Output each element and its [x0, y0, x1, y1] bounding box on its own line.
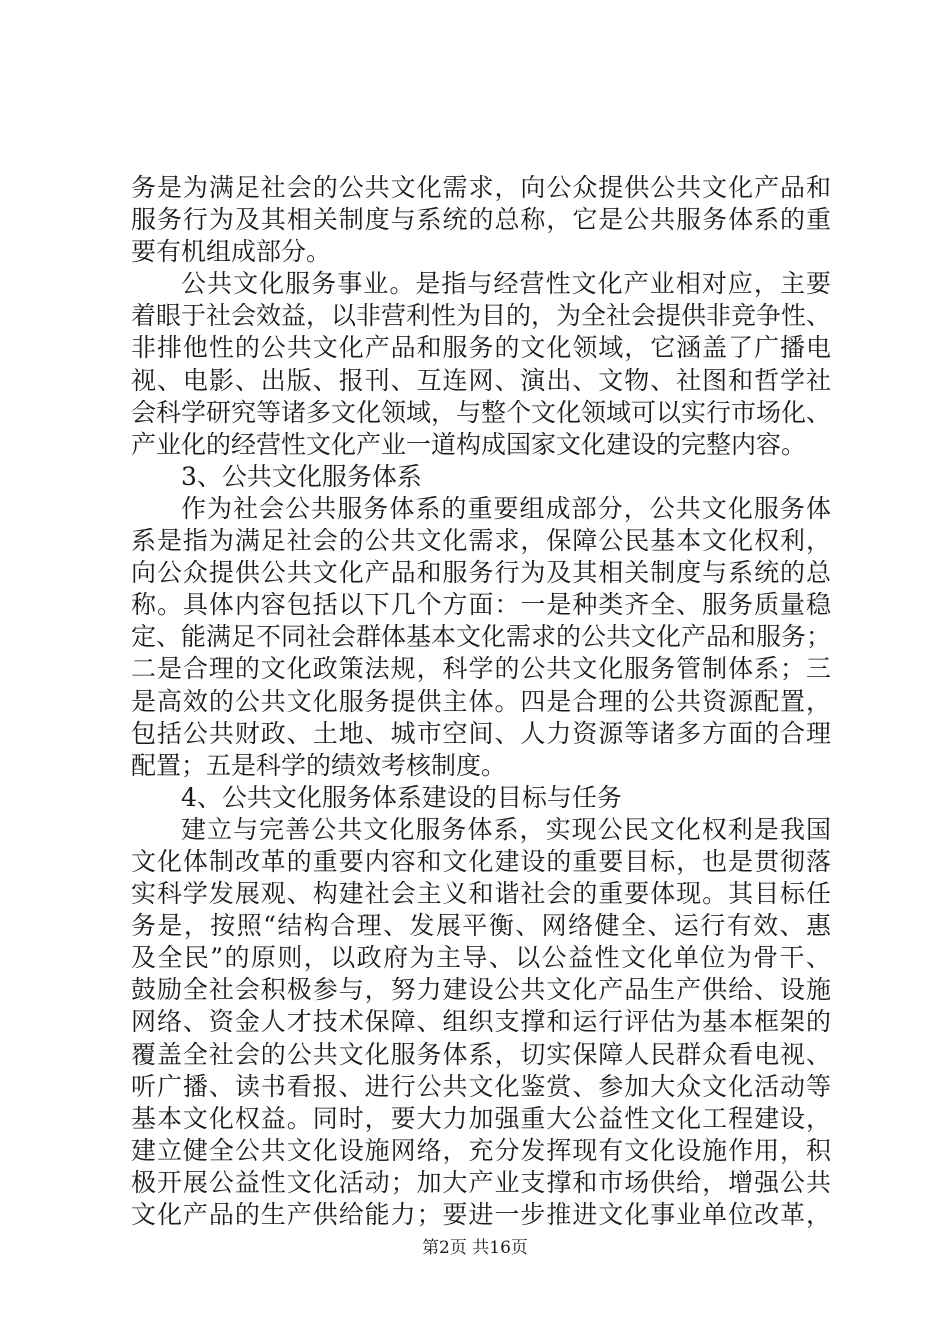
paragraph-public-cultural-service-undertaking: [131, 268, 831, 461]
text-line: 鼓励全社会积极参与，努力建设公共文化产品生产供给、设施: [131, 975, 831, 1005]
heading-line: 4、公共文化服务体系建设的目标与任务: [181, 782, 622, 812]
text-line: 称。具体内容包括以下几个方面：一是种类齐全、服务质量稳: [131, 590, 831, 620]
text-line: 系是指为满足社会的公共文化需求，保障公民基本文化权利，: [131, 526, 831, 556]
text-line: 产业化的经营性文化产业一道构成国家文化建设的完整内容。: [131, 429, 807, 459]
text-line: 包括公共财政、土地、城市空间、人力资源等诸多方面的合理: [131, 718, 831, 748]
text-line: 极开展公益性文化活动；加大产业支撑和市场供给，增强公共: [131, 1167, 831, 1197]
section-heading-4: [131, 782, 831, 814]
text-line: 是高效的公共文化服务提供主体。四是合理的公共资源配置，: [131, 686, 831, 716]
text-line: 实科学发展观、构建社会主义和谐社会的重要体现。其目标任: [131, 879, 831, 909]
paragraph-continued: [131, 172, 831, 268]
text-line: 网络、资金人才技术保障、组织支撑和运行评估为基本框架的: [131, 1007, 831, 1037]
text-line: 作为社会公共服务体系的重要组成部分，公共文化服务体: [181, 493, 831, 523]
text-line: 要有机组成部分。: [131, 237, 332, 267]
text-line: 向公众提供公共文化产品和服务行为及其相关制度与系统的总: [131, 558, 831, 588]
text-line: 务是，按照“结构合理、发展平衡、网络健全、运行有效、惠: [131, 911, 831, 941]
document-body: [131, 172, 831, 1231]
text-line: 文化产品的生产供给能力；要进一步推进文化事业单位改革，: [131, 1200, 831, 1229]
paragraph-goals-and-tasks: [131, 814, 831, 1231]
text-line: 及全民”的原则，以政府为主导、以公益性文化单位为骨干、: [131, 943, 831, 973]
paragraph-service-system-definition: [131, 493, 831, 782]
text-line: 基本文化权益。同时，要大力加强重大公益性文化工程建设，: [131, 1103, 831, 1133]
text-line: 覆盖全社会的公共文化服务体系，切实保障人民群众看电视、: [131, 1039, 831, 1069]
text-line: 服务行为及其相关制度与系统的总称，它是公共服务体系的重: [131, 205, 831, 235]
text-line: 建立健全公共文化设施网络，充分发挥现有文化设施作用，积: [131, 1135, 831, 1165]
section-heading-3: [131, 461, 831, 493]
text-line: 配置；五是科学的绩效考核制度。: [131, 750, 507, 780]
heading-line: 3、公共文化服务体系: [181, 461, 422, 491]
text-line: 建立与完善公共文化服务体系，实现公民文化权利是我国: [181, 814, 831, 844]
text-line: 定、能满足不同社会群体基本文化需求的公共文化产品和服务；: [131, 622, 832, 652]
text-line: 会科学研究等诸多文化领域，与整个文化领域可以实行市场化、: [131, 397, 832, 427]
text-line: 着眼于社会效益，以非营利性为目的，为全社会提供非竞争性、: [131, 301, 832, 331]
text-line: 文化体制改革的重要内容和文化建设的重要目标，也是贯彻落: [131, 846, 831, 876]
page-number-label: 第2页 共16页: [422, 1238, 528, 1258]
text-line: 公共文化服务事业。是指与经营性文化产业相对应，主要: [181, 269, 831, 299]
text-line: 视、电影、出版、报刊、互连网、演出、文物、社图和哲学社: [131, 365, 831, 395]
page-footer: [0, 1236, 950, 1260]
text-line: 务是为满足社会的公共文化需求，向公众提供公共文化产品和: [131, 173, 831, 202]
text-line: 非排他性的公共文化产品和服务的文化领域，它涵盖了广播电: [131, 333, 831, 363]
text-line: 听广播、读书看报、进行公共文化鉴赏、参加大众文化活动等: [131, 1071, 831, 1101]
text-line: 二是合理的文化政策法规，科学的公共文化服务管制体系；三: [131, 654, 831, 684]
